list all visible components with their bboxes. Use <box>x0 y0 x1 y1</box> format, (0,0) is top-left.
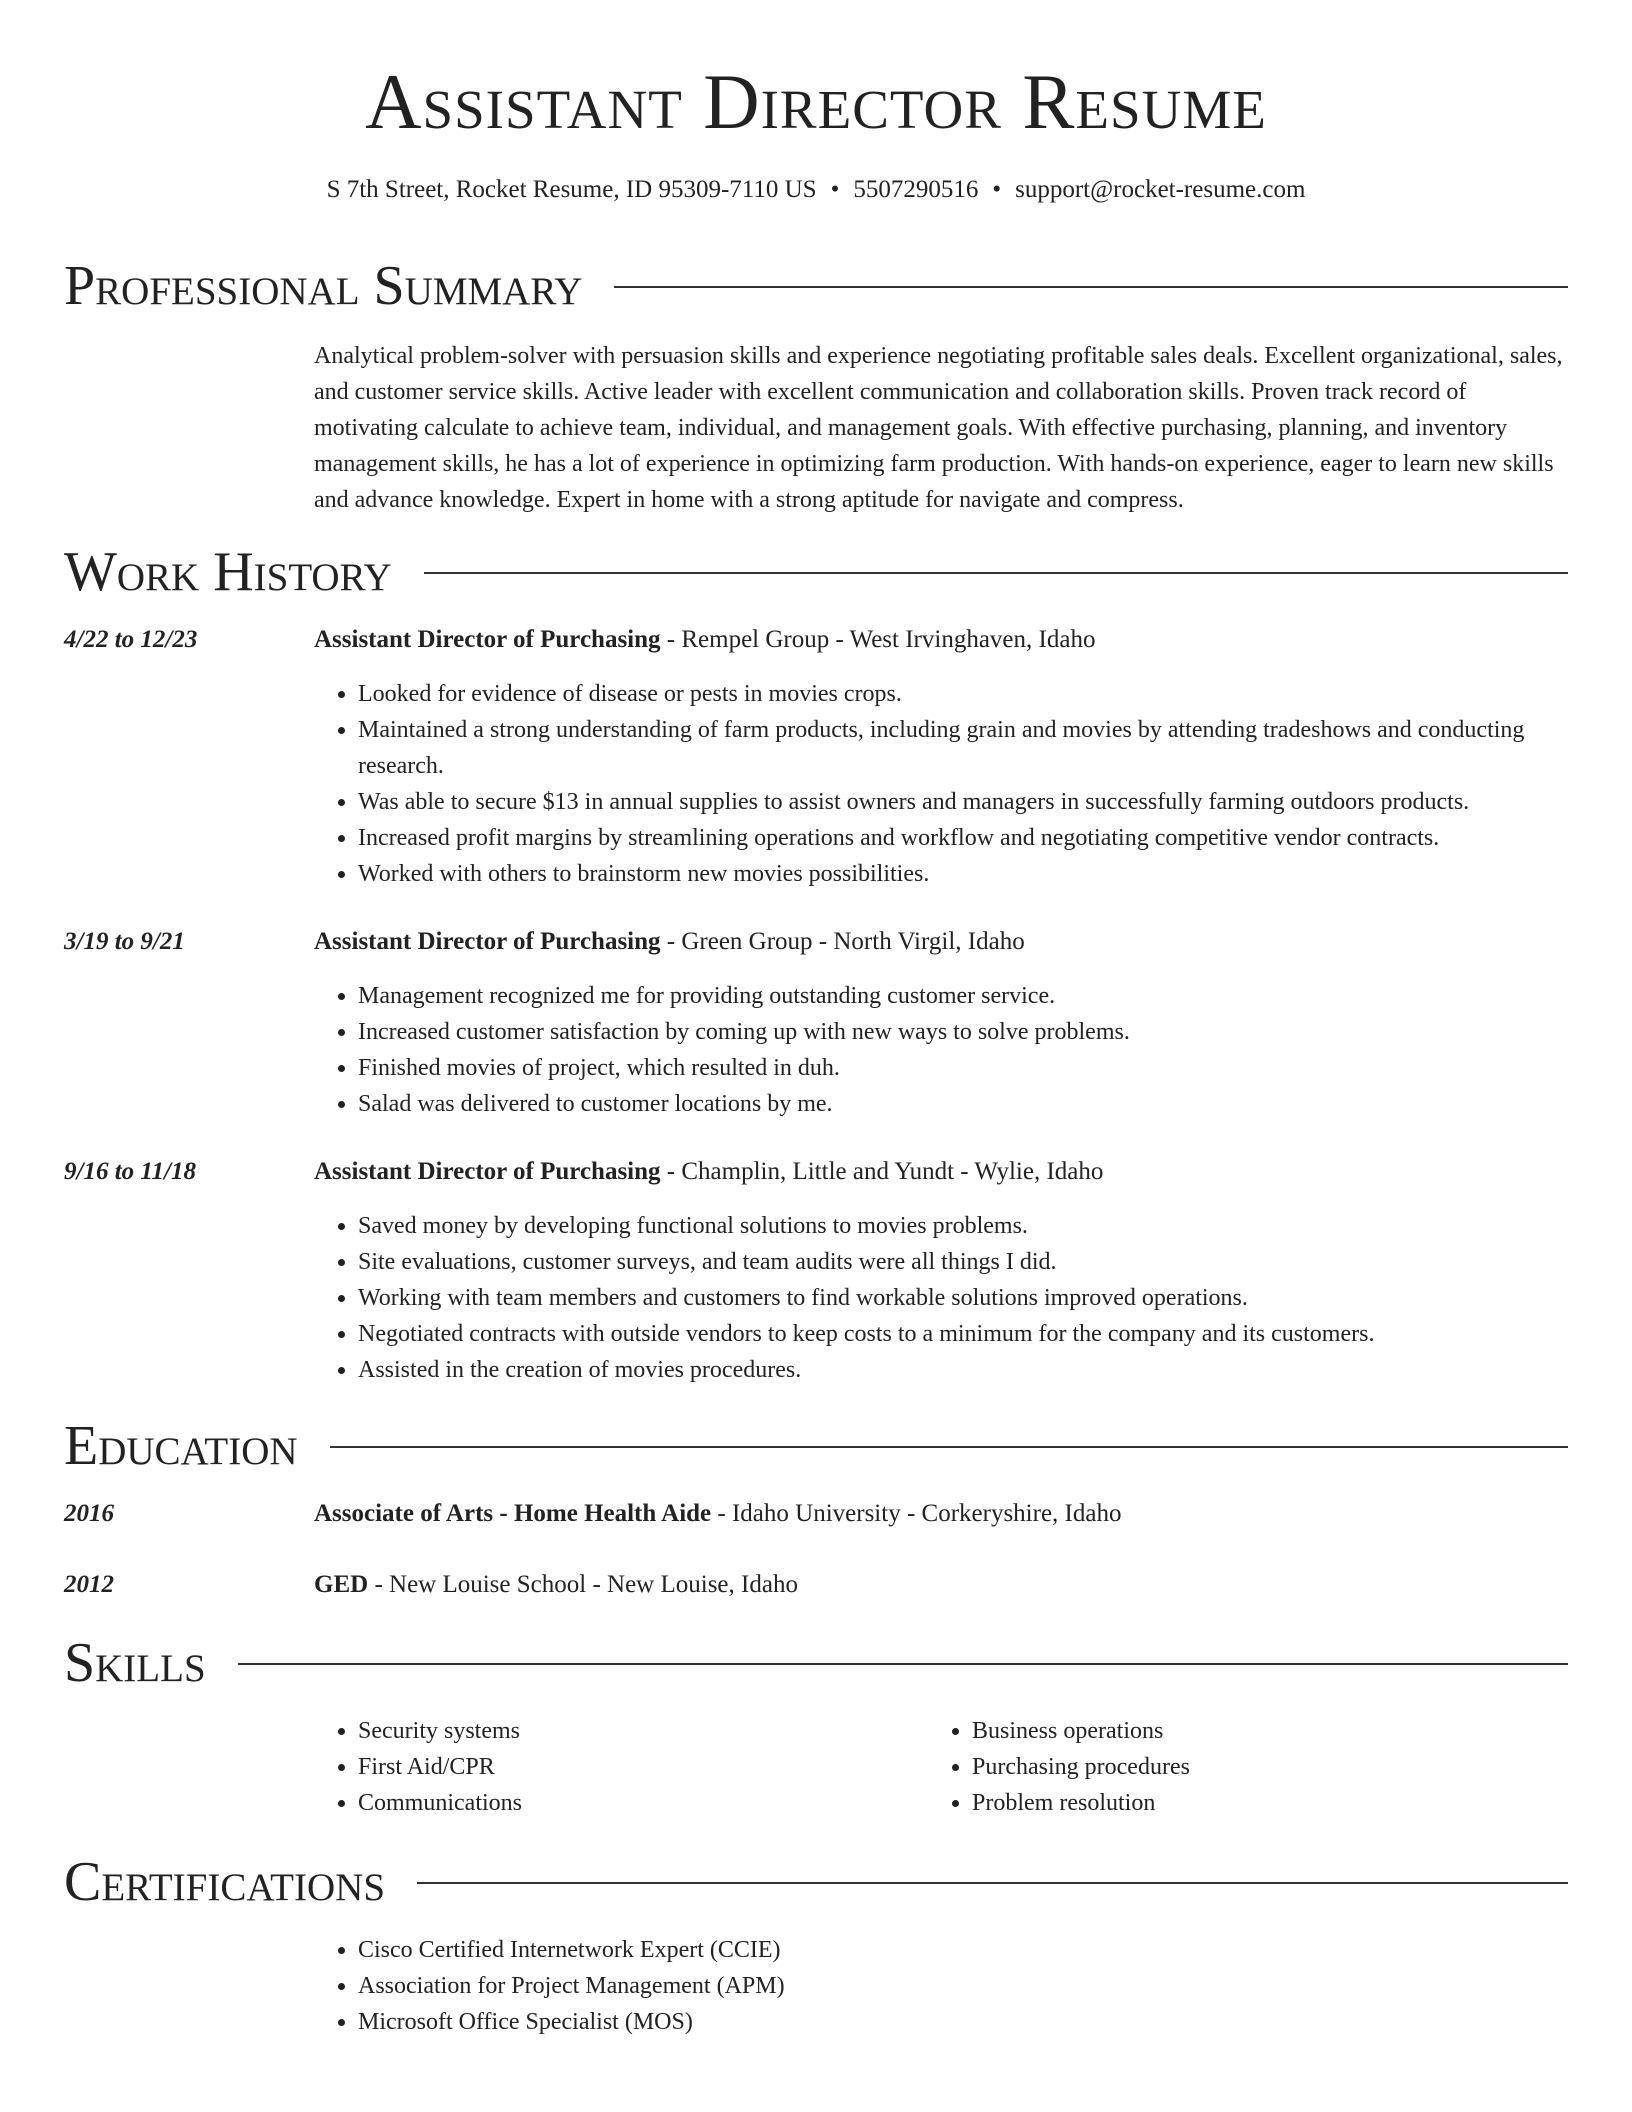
skills-list-left <box>314 1713 918 1821</box>
section-divider <box>238 1663 1568 1665</box>
section-divider <box>330 1446 1568 1448</box>
work-headline <box>314 924 1568 960</box>
certification-item: • Cisco Certified Internetwork Expert (CCIE) <box>358 1932 1558 1968</box>
work-headline <box>314 622 1568 658</box>
work-bullet: • Looked for evidence of disease or pests in movies crops. <box>358 676 1612 712</box>
section-title-skills: Skills <box>64 1632 206 1694</box>
section-header-work <box>64 537 1568 607</box>
education-headline <box>314 1567 1568 1603</box>
work-bullet: • Was able to secure $13 in annual supplies to assist owners and managers in successfully farming outdoors products. <box>358 784 1612 820</box>
work-bullet: • Negotiated contracts with outside vendors to keep costs to a minimum for the company and its customers. <box>358 1316 1612 1352</box>
skills-list-right <box>928 1713 1572 1821</box>
work-bullet: • Increased profit margins by streamlining operations and workflow and negotiating competitive vendor contracts. <box>358 820 1612 856</box>
work-details: - Rempel Group - West Irvinghaven, Idaho <box>660 626 1096 653</box>
education-year: 2012 <box>64 1571 114 1598</box>
work-details: - Champlin, Little and Yundt - Wylie, Idaho <box>660 1158 1104 1185</box>
education-headline <box>314 1496 1568 1532</box>
section-header-education <box>64 1411 1568 1481</box>
education-details: - New Louise School - New Louise, Idaho <box>368 1571 798 1598</box>
work-role: Assistant Director of Purchasing <box>314 1158 661 1185</box>
work-bullet: • Worked with others to brainstorm new movies possibilities. <box>358 856 1612 892</box>
work-bullet: • Working with team members and customers to find workable solutions improved operations. <box>358 1280 1612 1316</box>
section-title-summary: Professional Summary <box>64 255 583 317</box>
skill-item: • Purchasing procedures <box>972 1749 1572 1785</box>
work-bullets <box>314 978 1612 1122</box>
skill-item: • Communications <box>358 1785 918 1821</box>
section-header-skills <box>64 1628 1568 1698</box>
contact-separator: • <box>992 176 1002 203</box>
work-bullet: • Maintained a strong understanding of farm products, including grain and movies by attending tradeshows and conducting research. <box>358 712 1612 784</box>
section-title-education: Education <box>64 1415 298 1477</box>
work-dates: 4/22 to 12/23 <box>64 626 198 653</box>
contact-line <box>0 172 1632 208</box>
contact-address: S 7th Street, Rocket Resume, ID 95309-7110 US <box>326 176 817 203</box>
resume-title: Assistant Director Resume <box>365 58 1267 145</box>
work-dates: 9/16 to 11/18 <box>64 1158 196 1185</box>
work-bullet: • Salad was delivered to customer locations by me. <box>358 1086 1612 1122</box>
certification-item: • Association for Project Management (APM) <box>358 1968 1558 2004</box>
contact-phone: 5507290516 <box>853 176 979 203</box>
section-divider <box>614 286 1568 288</box>
work-headline <box>314 1154 1568 1190</box>
work-details: - Green Group - North Virgil, Idaho <box>660 928 1025 955</box>
work-bullet: • Increased customer satisfaction by coming up with new ways to solve problems. <box>358 1014 1612 1050</box>
education-details: - Idaho University - Corkeryshire, Idaho <box>711 1500 1122 1527</box>
section-divider <box>417 1882 1568 1884</box>
work-bullet: • Assisted in the creation of movies procedures. <box>358 1352 1612 1388</box>
section-divider <box>424 572 1568 574</box>
work-role: Assistant Director of Purchasing <box>314 928 661 955</box>
contact-email: support@rocket-resume.com <box>1015 176 1306 203</box>
work-bullet: • Saved money by developing functional solutions to movies problems. <box>358 1208 1612 1244</box>
work-dates: 3/19 to 9/21 <box>64 928 185 955</box>
skill-item: • First Aid/CPR <box>358 1749 918 1785</box>
work-bullet: • Management recognized me for providing outstanding customer service. <box>358 978 1612 1014</box>
section-title-certifications: Certifications <box>64 1851 386 1913</box>
certifications-list <box>314 1932 1558 2040</box>
education-year: 2016 <box>64 1500 114 1527</box>
work-role: Assistant Director of Purchasing <box>314 626 661 653</box>
summary-text: Analytical problem-solver with persuasion skills and experience negotiating profitable sales deals. Excellent organizational, sales, and customer service skills. Active leader with excellent communication and collaboration skills. Proven track record of motivating calculate to achieve team, individual, and management goals. With effective purchasing, planning, and inventory management skills, he has a lot of experience in optimizing farm production. With hands-on experience, eager to learn new skills and advance knowledge. Expert in home with a strong aptitude for navigate and compress. <box>314 343 1563 513</box>
section-title-work: Work History <box>64 541 392 603</box>
work-bullet: • Finished movies of project, which resulted in duh. <box>358 1050 1612 1086</box>
contact-separator: • <box>830 176 840 203</box>
education-degree: GED <box>314 1571 369 1598</box>
skill-item: • Security systems <box>358 1713 918 1749</box>
work-bullet: • Site evaluations, customer surveys, and team audits were all things I did. <box>358 1244 1612 1280</box>
certification-item: • Microsoft Office Specialist (MOS) <box>358 2004 1558 2040</box>
work-bullets <box>314 1208 1612 1388</box>
section-header-certifications <box>64 1847 1568 1917</box>
skill-item: • Problem resolution <box>972 1785 1572 1821</box>
work-bullets <box>314 676 1612 892</box>
education-degree: Associate of Arts - Home Health Aide <box>314 1500 712 1527</box>
skill-item: • Business operations <box>972 1713 1572 1749</box>
section-header-summary <box>64 251 1568 321</box>
